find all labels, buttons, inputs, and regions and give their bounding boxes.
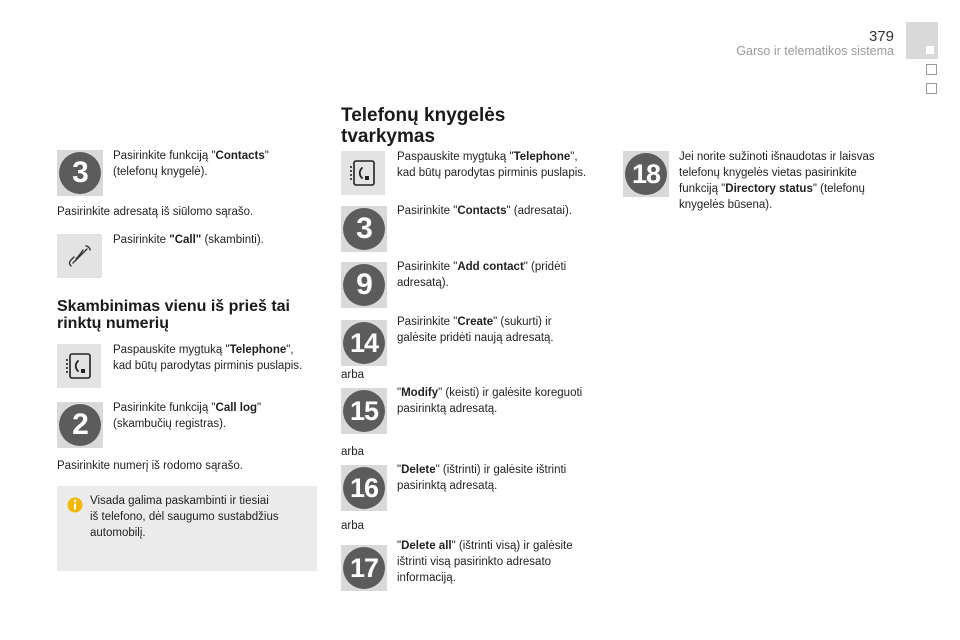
step-badge-3: 3 [341, 206, 387, 252]
step-badge-18: 18 [623, 151, 669, 197]
section-title: Garso ir telematikos sistema [736, 44, 894, 58]
step-3-text: Pasirinkite "Contacts" (adresatai). [397, 205, 572, 217]
step-badge-2: 2 [57, 402, 103, 448]
step-mid-telephone-text: Paspauskite mygtuką "Telephone", kad būtų parodytas pirminis puslapis. [397, 151, 587, 179]
step-16-text: "Delete" (ištrinti) ir galėsite ištrinti pasirinktą adresatą. [397, 464, 567, 492]
chapter-tab [926, 64, 937, 75]
step-telephone-text: Paspauskite mygtuką "Telephone", kad būtų parodytas pirminis puslapis. [113, 344, 303, 372]
heading-phonebook: Telefonų knygelės tvarkymas [341, 105, 506, 147]
handset-icon [57, 234, 102, 278]
step-call-text: Pasirinkite "Call" (skambinti). [113, 234, 264, 246]
step-badge-3: 3 [57, 150, 103, 196]
select-number-text: Pasirinkite numerį iš rodomo sąrašo. [57, 460, 243, 472]
step-badge-9: 9 [341, 262, 387, 308]
step-badge-16: 16 [341, 465, 387, 511]
step-contacts-text: Pasirinkite funkciją "Contacts" (telefonų knygelė). [113, 150, 269, 178]
page-number: 379 [868, 28, 894, 45]
step-badge-15: 15 [341, 388, 387, 434]
info-icon [67, 497, 83, 513]
step-18-text: Jei norite sužinoti išnaudotas ir laisvas telefonų knygelės vietas pasirinkite funkciją "Directory status" (telefonų knygelės būsena). [679, 151, 875, 211]
phone-screen-icon [341, 151, 385, 195]
step-9-text: Pasirinkite "Add contact" (pridėti adresatą). [397, 261, 567, 289]
or-label: arba [341, 369, 365, 381]
step-15-text: "Modify" (keisti) ir galėsite koreguoti pasirinktą adresatą. [397, 387, 583, 415]
step-14-text: Pasirinkite "Create" (sukurti) ir galėsite pridėti naują adresatą. [397, 316, 554, 344]
select-contact-text: Pasirinkite adresatą iš siūlomo sąrašo. [57, 206, 254, 218]
step-17-text: "Delete all" (ištrinti visą) ir galėsite ištrinti visą pasirinkto adresato informaciją. [397, 540, 573, 584]
chapter-tab [926, 83, 937, 94]
phone-screen-icon [57, 344, 101, 388]
chapter-tab-active [906, 22, 938, 59]
heading-recent-calls: Skambinimas vienu iš prieš tai rinktų numerių [57, 298, 290, 332]
note-text: Visada galima paskambinti ir tiesiai iš telefono, dėl saugumo sustabdžius automobilį. [90, 495, 279, 539]
or-label: arba [341, 446, 365, 458]
step-calllog-text: Pasirinkite funkciją "Call log" (skambučių registras). [113, 402, 262, 430]
or-label: arba [341, 520, 365, 532]
step-badge-14: 14 [341, 320, 387, 366]
step-badge-17: 17 [341, 545, 387, 591]
